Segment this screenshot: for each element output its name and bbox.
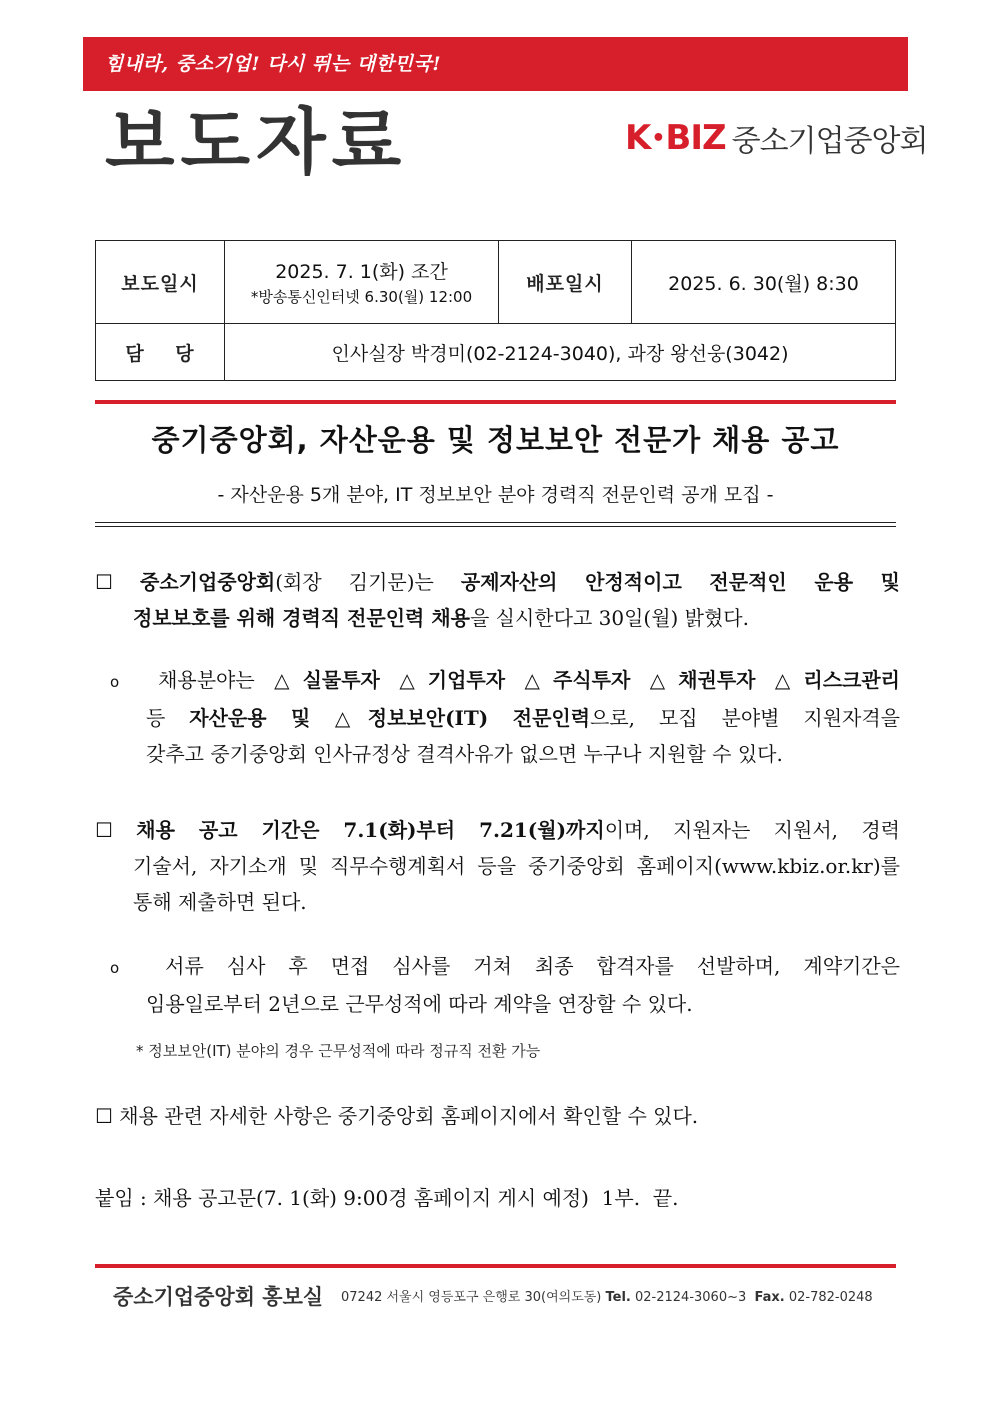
p2-field-1: 실물투자 xyxy=(302,668,380,692)
logo-name: 중소기업중앙회 xyxy=(731,124,928,159)
p2-field-2: 기업투자 xyxy=(427,668,506,692)
p1-hiring: 정보보호를 위해 경력직 전문인력 채용 xyxy=(133,606,470,630)
footer-department: 중소기업중앙회 홍보실 xyxy=(113,1285,324,1309)
p2-sep-2: △ xyxy=(505,668,553,692)
release-date: 2025. 7. 1(화) 조간 xyxy=(275,261,448,283)
tel-label: Tel. xyxy=(605,1290,631,1305)
square-bullet-icon: ☐ xyxy=(95,1104,113,1128)
p1-org: 중소기업중앙회 xyxy=(140,570,276,594)
press-release-title: 보도자료 xyxy=(105,100,408,184)
headline: 중기중앙회, 자산운용 및 정보보안 전문가 채용 공고 xyxy=(151,423,840,457)
release-date-label: 보도일시 xyxy=(96,241,225,324)
p2-etc: 등 xyxy=(146,706,190,730)
title-bottom-double-rule xyxy=(95,522,896,527)
paragraph-4 xyxy=(110,948,900,1022)
footer-rule xyxy=(95,1264,896,1268)
fax-label: Fax. xyxy=(754,1290,785,1305)
contact-label: 담 당 xyxy=(96,324,225,381)
p2-sep-1: △ xyxy=(379,668,428,692)
p2-sep-4: △ xyxy=(755,668,804,692)
circle-bullet-icon: o xyxy=(110,959,120,977)
paragraph-3 xyxy=(95,812,900,920)
release-date-cell xyxy=(225,241,499,324)
p1-chairman: (회장 김기문)는 xyxy=(275,570,461,594)
square-bullet-icon: ☐ xyxy=(95,570,113,594)
fax-number: 02-782-0248 xyxy=(784,1290,873,1305)
release-info-table xyxy=(95,240,896,381)
footer-address xyxy=(341,1286,873,1305)
p2-field-5: 리스크관리 xyxy=(803,668,901,692)
broadcast-embargo-note: *방송통신인터넷 6.30(월) 12:00 xyxy=(250,288,473,306)
p3-period: 채용 공고 기간은 7.1(화)부터 7.21(월)까지 xyxy=(136,818,605,842)
distribution-date-label: 배포일시 xyxy=(499,241,632,324)
p2-intro: 채용분야는 △ xyxy=(158,668,303,692)
title-top-rule xyxy=(95,400,896,404)
p2-specialists: 자산운용 및 △정보보안(IT) 전문인력 xyxy=(189,706,591,730)
square-bullet-icon: ☐ xyxy=(95,818,113,842)
tel-number: 02-2124-3060~3 xyxy=(630,1290,755,1305)
paragraph-5 xyxy=(95,1098,900,1134)
p2-qualification: 으로, 모집 분야별 지원자격을 xyxy=(590,706,900,730)
slogan-banner: 힘내라, 중소기업! 다시 뛰는 대한민국! xyxy=(83,37,908,91)
logo-mark: K•BIZ xyxy=(625,118,726,158)
p2-field-4: 채권투자 xyxy=(678,668,756,692)
subheadline: - 자산운용 5개 분야, IT 정보보안 분야 경력직 전문인력 공개 모집 - xyxy=(217,484,774,506)
attachment-note: 붙임 : 채용 공고문(7. 1(화) 9:00경 홈페이지 게시 예정) 1부. 끝. xyxy=(95,1186,679,1210)
address-text: 07242 서울시 영등포구 은행로 30(여의도동) xyxy=(341,1290,606,1305)
circle-bullet-icon: o xyxy=(110,673,120,691)
p1-announce: 을 실시한다고 30일(월) 밝혔다. xyxy=(469,606,749,630)
p2-sep-3: △ xyxy=(630,668,679,692)
p4-selection: 서류 심사 후 면접 심사를 거쳐 최종 합격자를 선발하며, 계약기간은 xyxy=(165,954,900,978)
contact-info: 인사실장 박경미(02-2124-3040), 과장 왕선웅(3042) xyxy=(225,324,896,381)
p2-eligibility: 갖추고 중기중앙회 인사규정상 결격사유가 없으면 누구나 지원할 수 있다. xyxy=(146,742,783,766)
kbiz-logo xyxy=(625,116,928,160)
footnote: * 정보보안(IT) 분야의 경우 근무성적에 따라 정규직 전환 가능 xyxy=(136,1042,541,1060)
p4-contract: 임용일로부터 2년으로 근무성적에 따라 계약을 연장할 수 있다. xyxy=(146,992,693,1016)
p3-submit: 통해 제출하면 된다. xyxy=(133,890,307,914)
paragraph-2 xyxy=(110,662,900,772)
p1-purpose: 공제자산의 안정적이고 전문적인 운용 및 xyxy=(460,570,901,594)
p3-docs: 이며, 지원자는 지원서, 경력 xyxy=(604,818,901,842)
distribution-date: 2025. 6. 30(월) 8:30 xyxy=(632,241,896,324)
p2-field-3: 주식투자 xyxy=(553,668,631,692)
p5-details: 채용 관련 자세한 사항은 중기중앙회 홈페이지에서 확인할 수 있다. xyxy=(119,1104,699,1128)
paragraph-1 xyxy=(95,564,900,636)
p3-website: 기술서, 자기소개 및 직무수행계획서 등을 중기중앙회 홈페이지(www.kbiz.or.kr)를 xyxy=(133,854,900,878)
